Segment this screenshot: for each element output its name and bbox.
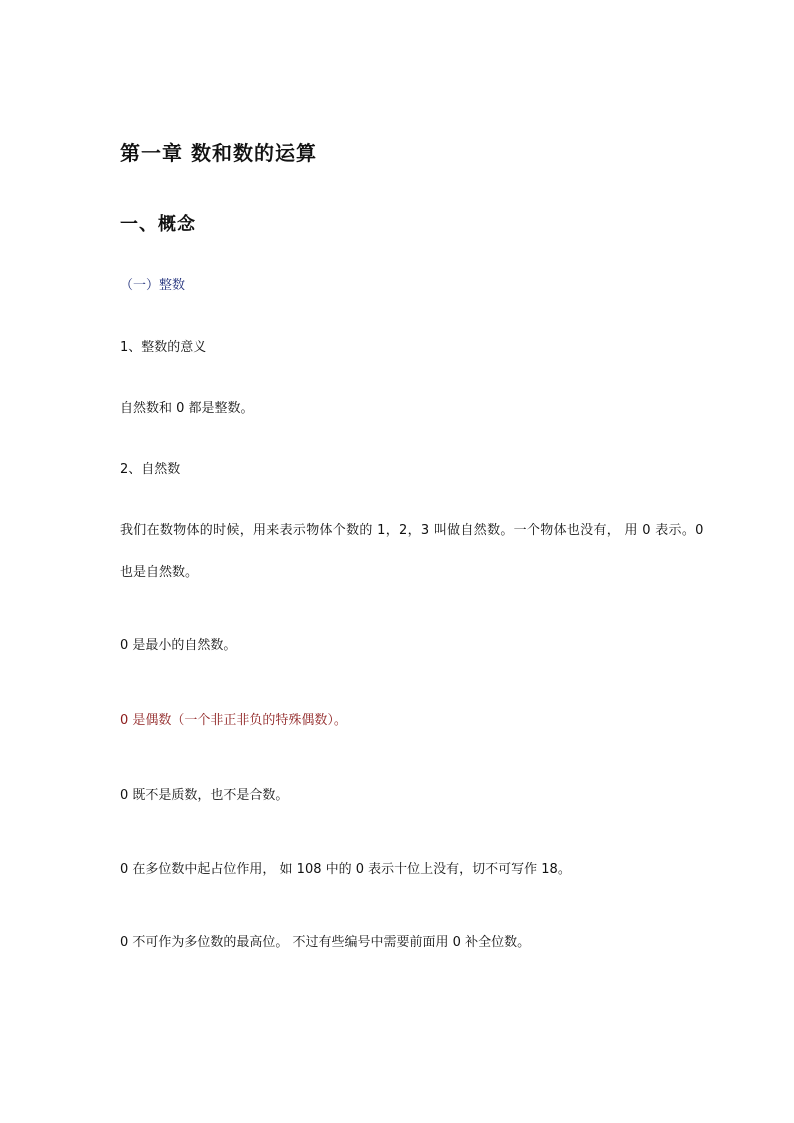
paragraph-natural-numbers-line-2: 也是自然数。 (120, 565, 199, 580)
fact-zero-placeholder: 0 在多位数中起占位作用， 如 108 中的 0 表示十位上没有，切不可写作 18。 (120, 862, 571, 877)
fact-zero-highest-digit: 0 不可作为多位数的最高位。 不过有些编号中需要前面用 0 补全位数。 (120, 935, 531, 950)
fact-smallest-natural: 0 是最小的自然数。 (120, 638, 237, 653)
section-title: 一、概念 (120, 214, 196, 235)
fact-zero-not-prime-composite: 0 既不是质数，也不是合数。 (120, 788, 289, 803)
chapter-title: 第一章 数和数的运算 (120, 141, 317, 165)
heading-integer-meaning: 1、整数的意义 (120, 340, 207, 355)
paragraph-natural-numbers-line-1: 我们在数物体的时候，用来表示物体个数的 1，2，3 叫做自然数。一个物体也没有， 用 0 表示。0 (120, 523, 704, 538)
subsection-title: （一）整数 (120, 278, 186, 293)
fact-zero-even: 0 是偶数（一个非正非负的特殊偶数）。 (120, 713, 347, 728)
heading-natural-numbers: 2、自然数 (120, 462, 181, 477)
text-integer-definition: 自然数和 0 都是整数。 (120, 401, 254, 416)
